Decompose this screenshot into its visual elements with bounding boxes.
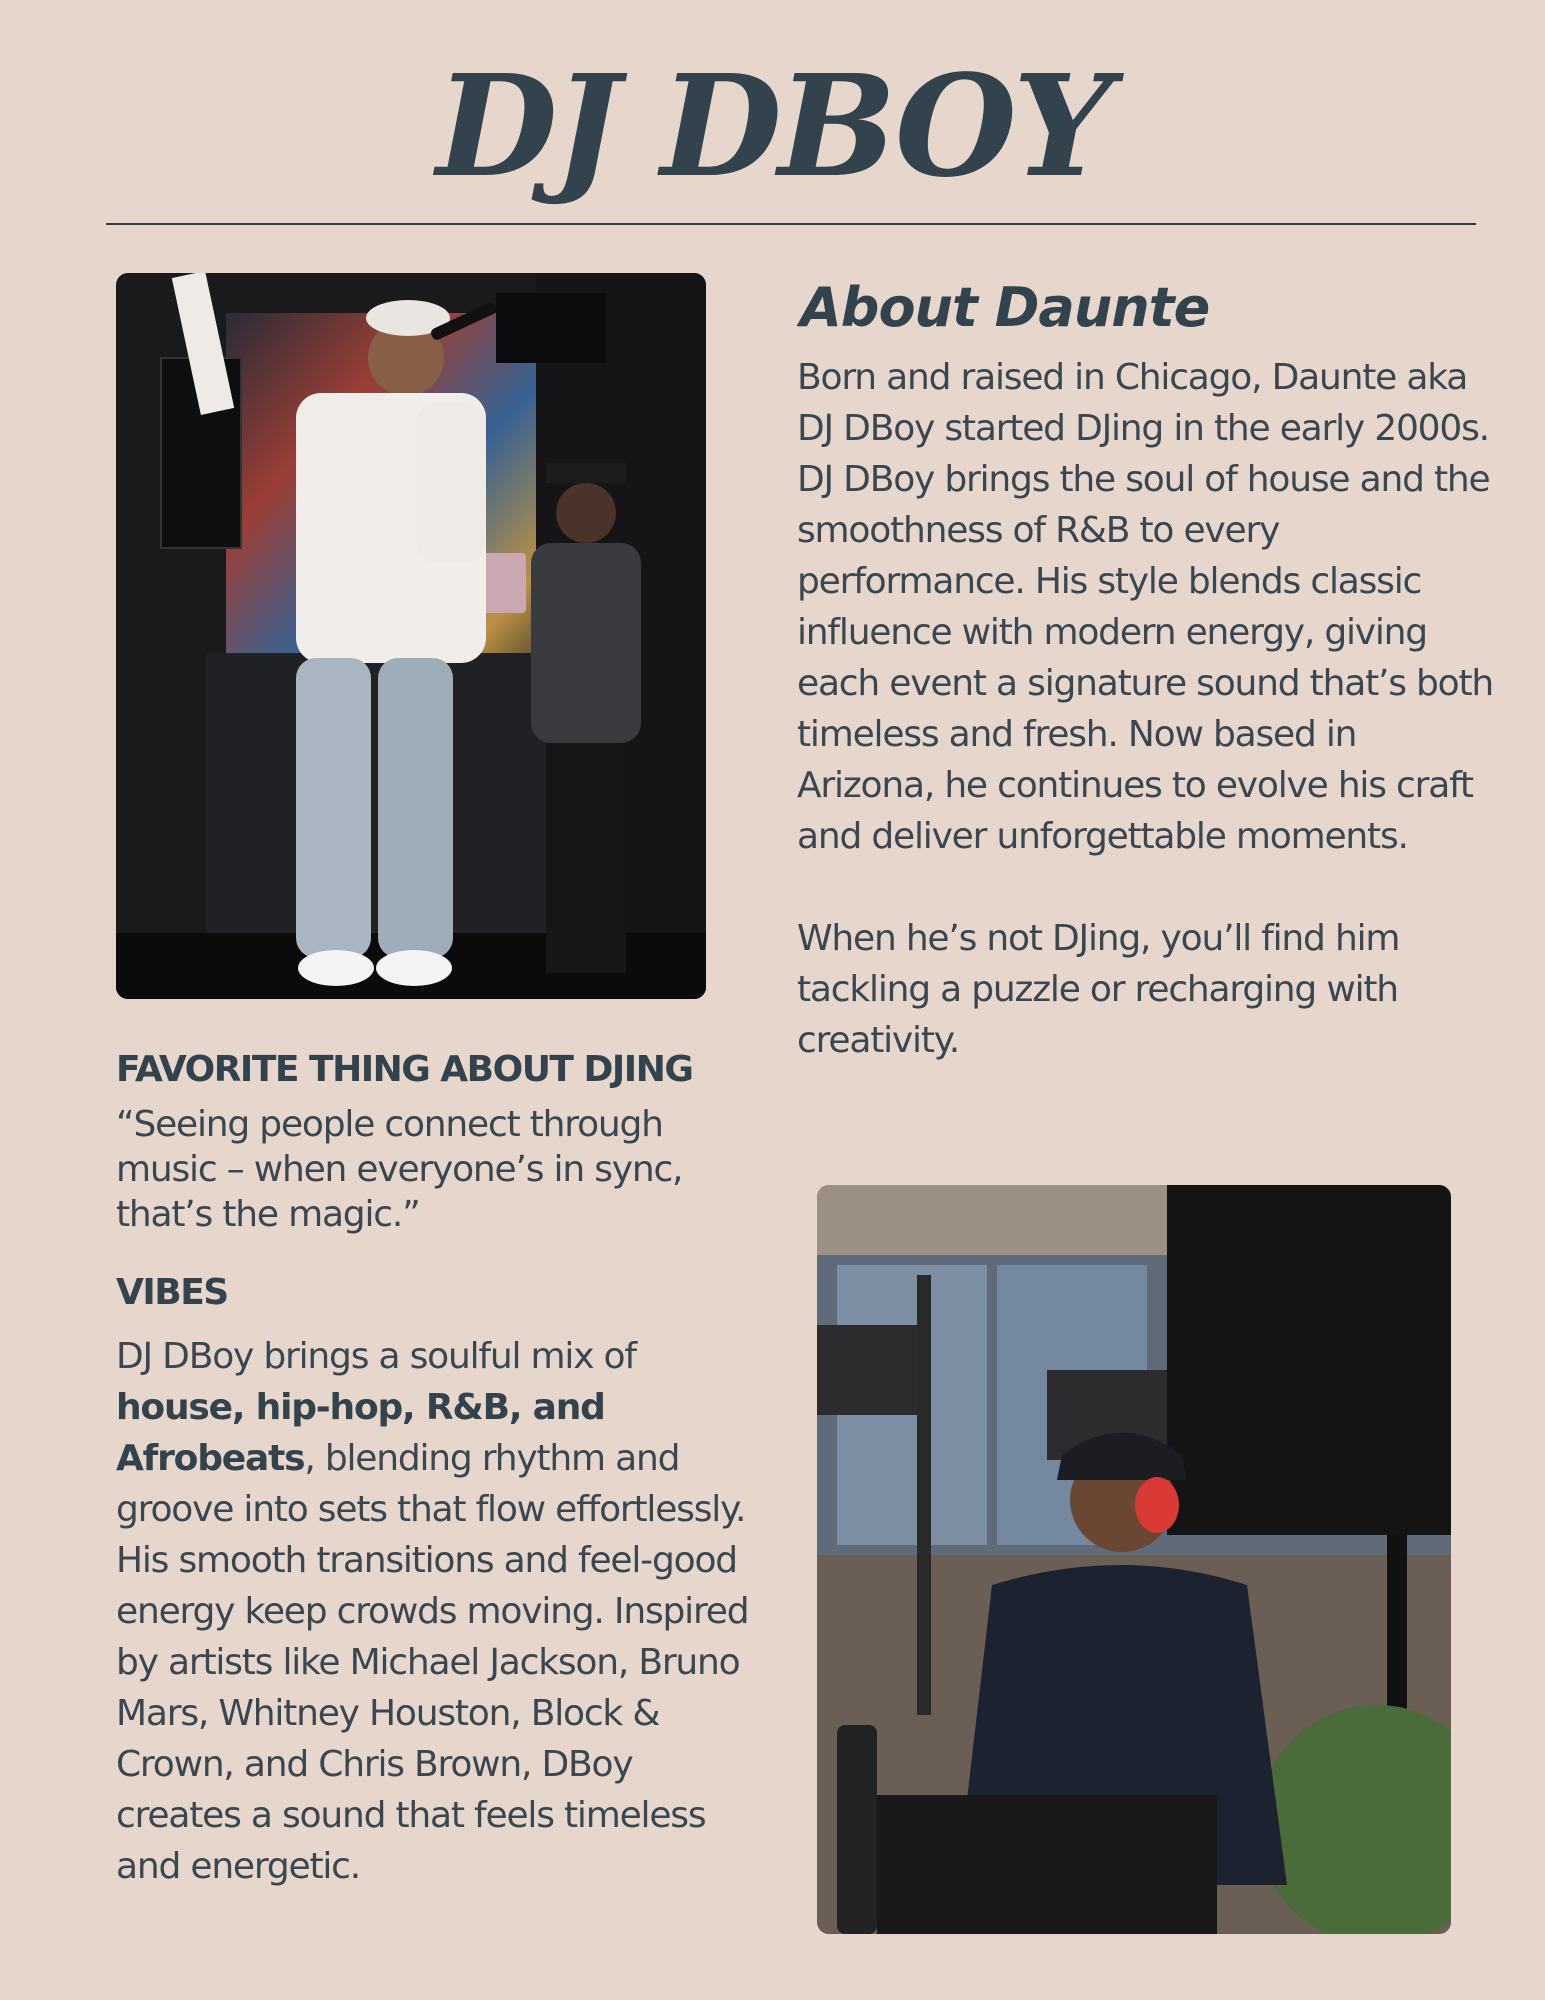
vibes-heading: VIBES bbox=[116, 1272, 228, 1313]
about-text bbox=[797, 352, 1497, 1117]
left-column bbox=[116, 1040, 756, 1892]
stage-performance-photo bbox=[116, 273, 706, 999]
outdoor-photo-icon bbox=[817, 1185, 1451, 1934]
outdoor-dj-photo bbox=[817, 1185, 1451, 1934]
about-paragraph-1: Born and raised in Chicago, Daunte aka DJ DBoy started DJing in the early 2000s. DJ DBoy brings the soul of house and the smoothness of R&B to every performance. His style blends classic influence with modern energy, giving each event a signature sound that’s both timeless and fresh. Now based in Arizona, he continues to evolve his craft and deliver unforgettable moments. bbox=[797, 357, 1494, 857]
favorite-heading: FAVORITE THING ABOUT DJING bbox=[116, 1049, 693, 1090]
favorite-quote: “Seeing people connect through music – when everyone’s in sync, that’s the magic.” bbox=[116, 1104, 683, 1235]
vibes-intro: DJ DBoy brings a soulful mix of bbox=[116, 1336, 636, 1377]
about-heading: About Daunte bbox=[800, 276, 1210, 339]
page-title: DJ DBOY bbox=[436, 45, 1109, 209]
stage-photo-icon bbox=[116, 273, 706, 999]
about-paragraph-2: When he’s not DJing, you’ll find him tackling a puzzle or recharging with creativity. bbox=[797, 918, 1400, 1061]
vibes-text bbox=[116, 1331, 756, 1892]
vibes-genres: house, hip-hop, R&B, and Afrobeats bbox=[116, 1387, 605, 1479]
vibes-rest: , blending rhythm and groove into sets that flow effortlessly. His smooth transitions and feel-good energy keep crowds moving. Inspired by artists like Michael Jackson, Bruno Mars, Whitney Houston, Block & Crown, and Chris Brown, DBoy creates a sound that feels timeless and energetic. bbox=[116, 1438, 749, 1887]
title-divider bbox=[106, 223, 1476, 225]
